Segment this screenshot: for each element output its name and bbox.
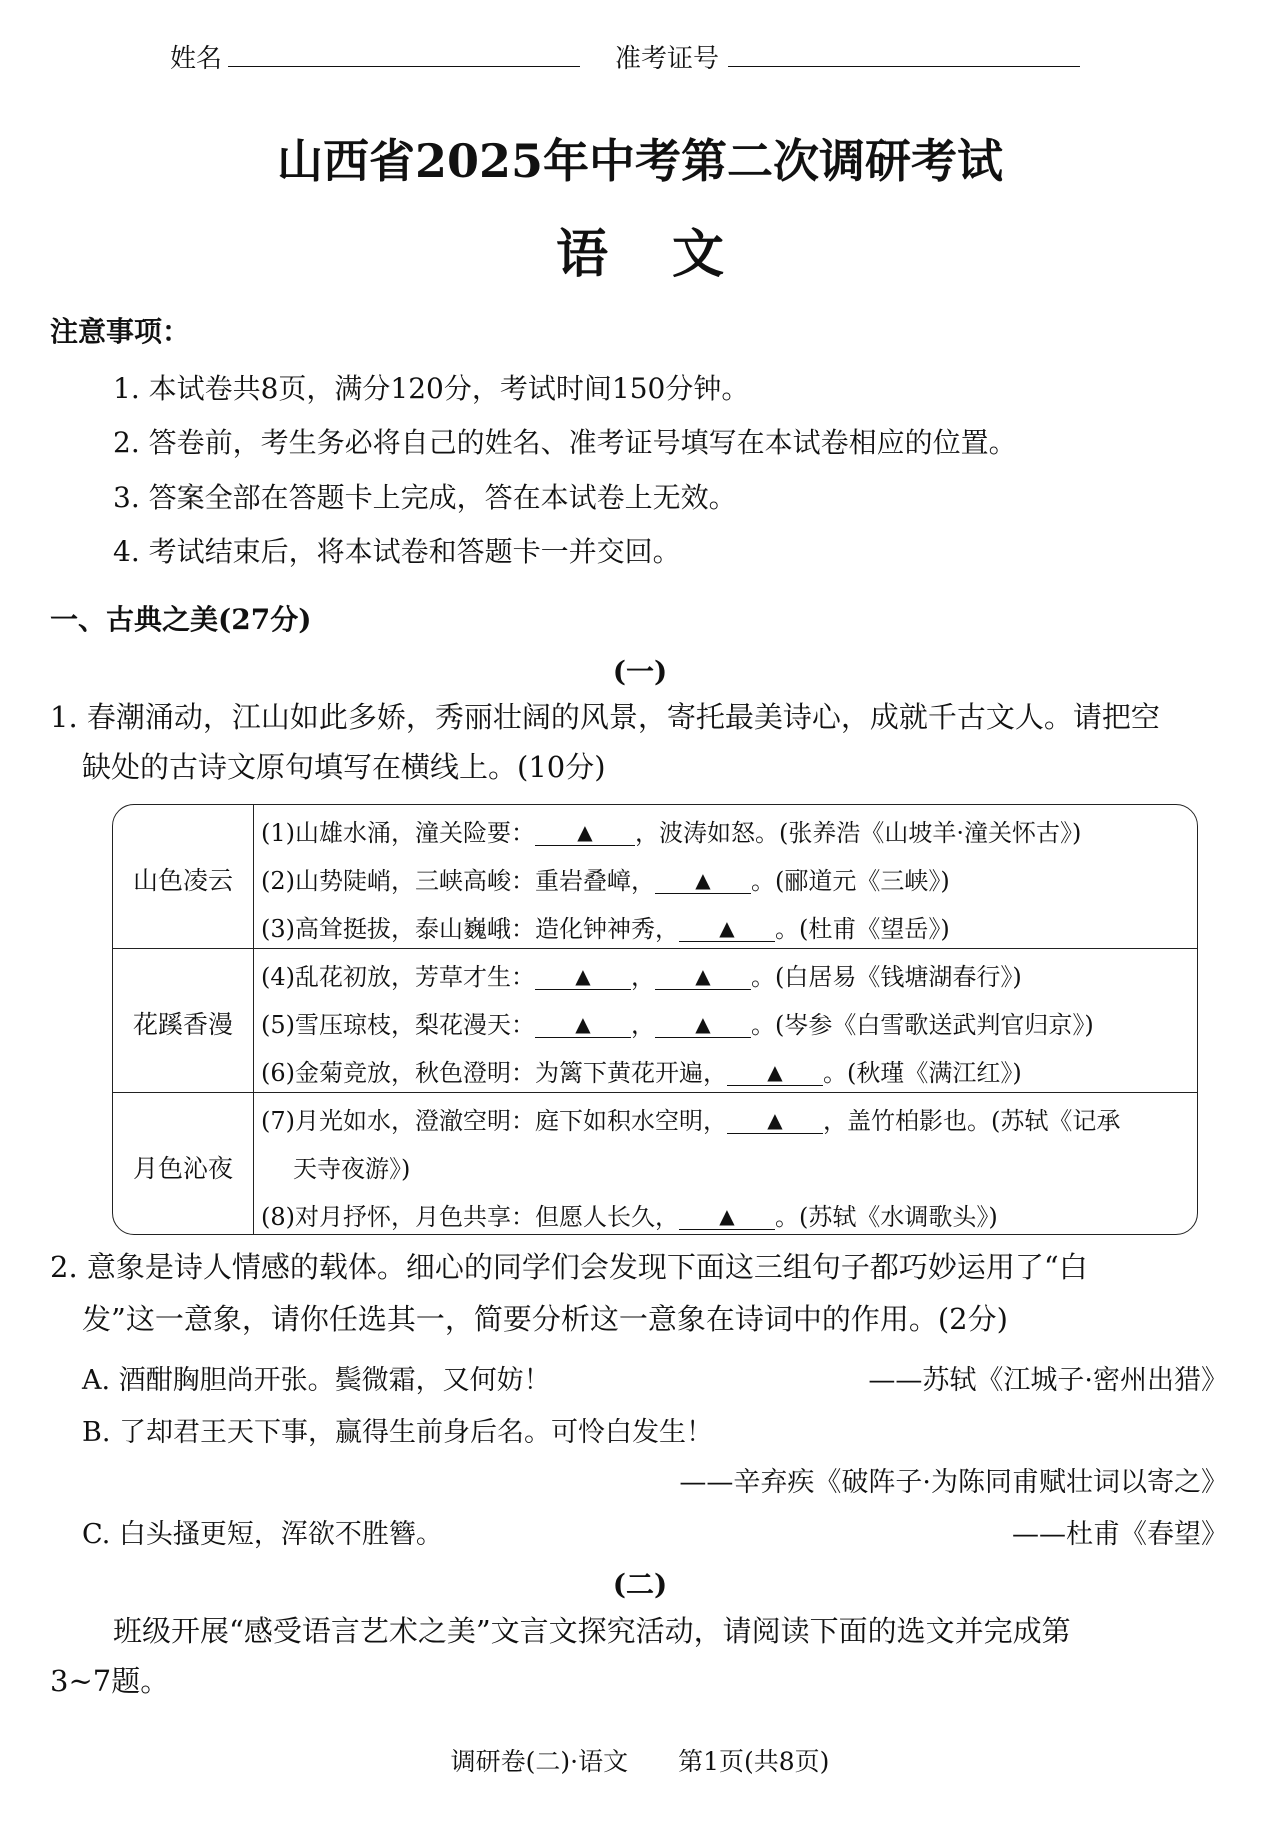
notes-heading: 注意事项： <box>50 315 191 348</box>
note-item: 2. 答卷前，考生务必将自己的姓名、准考证号填写在本试卷相应的位置。 <box>113 426 1017 459</box>
option-c-source: ——杜甫《春望》 <box>1012 1519 1228 1550</box>
answer-blank[interactable] <box>727 1061 823 1086</box>
table-row: (3)高耸挺拔，泰山巍峨：造化钟神秀， ▲ 。(杜甫《望岳》) <box>261 915 950 943</box>
triangle-icon: ▲ <box>695 1012 711 1036</box>
poetry-fill-table <box>112 804 1198 1235</box>
option-b-source: ——辛弃疾《破阵子·为陈同甫赋壮词以寄之》 <box>679 1467 1228 1498</box>
triangle-icon: ▲ <box>575 964 591 988</box>
table-row: (8)对月抒怀，月色共享：但愿人长久， ▲ 。(苏轼《水调歌头》) <box>261 1203 998 1231</box>
triangle-icon: ▲ <box>577 820 593 844</box>
question-1-line: 缺处的古诗文原句填写在横线上。(10分) <box>82 750 606 784</box>
category-label: 山色凌云 <box>132 866 233 895</box>
note-item: 3. 答案全部在答题卡上完成，答在本试卷上无效。 <box>113 481 737 514</box>
table-row: (1)山雄水涌，潼关险要： ▲ ，波涛如怒。(张养浩《山坡羊·潼关怀古》) <box>261 819 1082 847</box>
triangle-icon: ▲ <box>719 916 735 940</box>
answer-blank[interactable] <box>679 917 775 942</box>
option-a-source: ——苏轼《江城子·密州出猎》 <box>868 1365 1228 1396</box>
subject-title: 语 文 <box>555 224 725 285</box>
table-row: (4)乱花初放，芳草才生： ▲ ， ▲ 。(白居易《钱塘湖春行》) <box>261 963 1022 991</box>
triangle-icon: ▲ <box>575 1012 591 1036</box>
answer-blank[interactable] <box>655 965 751 990</box>
name-field[interactable] <box>228 66 580 67</box>
answer-blank[interactable] <box>535 965 631 990</box>
table-row: (7)月光如水，澄澈空明：庭下如积水空明， ▲ ，盖竹柏影也。(苏轼《记承 <box>261 1107 1121 1135</box>
exam-title: 山西省2025年中考第二次调研考试 <box>276 134 1004 188</box>
triangle-icon: ▲ <box>695 868 711 892</box>
question-1-line: 1. 春潮涌动，江山如此多娇，秀丽壮阔的风景，寄托最美诗心，成就千古文人。请把空 <box>50 700 1160 734</box>
exam-id-label: 准考证号 <box>615 44 720 74</box>
table-row: (6)金菊竞放，秋色澄明：为篱下黄花开遍， ▲ 。(秋瑾《满江红》) <box>261 1059 1022 1087</box>
triangle-icon: ▲ <box>767 1060 783 1084</box>
category-label: 月色沁夜 <box>132 1154 233 1183</box>
category-label: 花蹊香漫 <box>132 1010 233 1039</box>
answer-blank[interactable] <box>679 1205 775 1230</box>
option-a: A. 酒酣胸胆尚开张。鬓微霜，又何妨！ <box>82 1365 551 1396</box>
triangle-icon: ▲ <box>767 1108 783 1132</box>
note-item: 1. 本试卷共8页，满分120分，考试时间150分钟。 <box>113 372 750 405</box>
answer-blank[interactable] <box>655 869 751 894</box>
intro-line: 班级开展“感受语言艺术之美”文言文探究活动，请阅读下面的选文并完成第 <box>113 1614 1071 1648</box>
option-c: C. 白头搔更短，浑欲不胜簪。 <box>82 1519 443 1550</box>
note-item: 4. 考试结束后，将本试卷和答题卡一并交回。 <box>113 535 681 568</box>
answer-blank[interactable] <box>535 1013 631 1038</box>
section-title: 一、古典之美(27分) <box>50 603 312 636</box>
table-divider <box>113 948 1197 949</box>
part-title: (一) <box>612 655 668 688</box>
answer-blank[interactable] <box>727 1109 823 1134</box>
name-label: 姓名 <box>170 44 223 74</box>
table-row: (5)雪压琼枝，梨花漫天： ▲ ， ▲ 。(岑参《白雪歌送武判官归京》) <box>261 1011 1094 1039</box>
exam-id-field[interactable] <box>728 66 1080 67</box>
page-footer: 调研卷(二)·语文 第1页(共8页) <box>450 1747 830 1776</box>
answer-blank[interactable] <box>535 821 635 846</box>
intro-line: 3~7题。 <box>50 1664 170 1698</box>
table-row: (2)山势陡峭，三峡高峻：重岩叠嶂， ▲ 。(郦道元《三峡》) <box>261 867 950 895</box>
answer-blank[interactable] <box>655 1013 751 1038</box>
table-divider <box>253 805 254 1234</box>
triangle-icon: ▲ <box>695 964 711 988</box>
option-b: B. 了却君王天下事，赢得生前身后名。可怜白发生！ <box>82 1417 714 1448</box>
table-divider <box>113 1092 1197 1093</box>
part-title: (二) <box>612 1568 668 1601</box>
question-2-line: 发”这一意象，请你任选其一，简要分析这一意象在诗词中的作用。(2分) <box>82 1302 1008 1336</box>
question-2-line: 2. 意象是诗人情感的载体。细心的同学们会发现下面这三组句子都巧妙运用了“白 <box>50 1250 1088 1284</box>
table-row-continued: 天寺夜游》) <box>293 1155 411 1183</box>
triangle-icon: ▲ <box>719 1204 735 1228</box>
